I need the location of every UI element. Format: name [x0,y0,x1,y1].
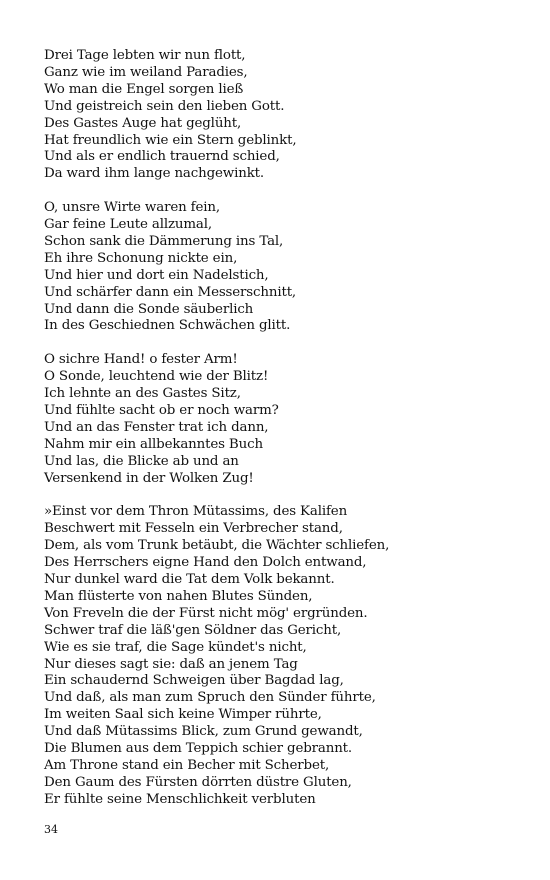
verse-line: Schwer traf die läß'gen Söldner das Gericht, [44,622,342,638]
verse-line: Nur dieses sagt sie: daß an jenem Tag [44,656,298,672]
verse-line: Die Blumen aus dem Teppich schier gebrannt. [44,741,353,757]
verse-line: Und fühlte sacht ob er noch warm? [44,403,279,418]
verse-line: In des Geschiednen Schwächen glitt. [44,318,291,334]
verse-line: Dem, als vom Trunk betäubt, die Wächter schliefen, [44,538,390,554]
verse-line: Am Throne stand ein Becher mit Scherbet, [44,758,330,774]
verse-line: Man flüsterte von nahen Blutes Sünden, [44,588,313,604]
verse-line: Und hier und dort ein Nadelstich, [44,267,269,283]
verse-line: Beschwert mit Fesseln ein Verbrecher stand, [44,521,343,537]
verse-line: O sichre Hand! o fester Arm! [44,352,238,368]
verse-line: Eh ihre Schonung nickte ein, [44,250,238,266]
verse-line: Im weiten Saal sich keine Wimper rührte, [44,707,322,723]
verse-line: Da ward ihm lange nachgewinkt. [44,166,265,182]
verse-line: Des Herrschers eigne Hand den Dolch entwand, [44,555,367,571]
verse-line: Hat freundlich wie ein Stern geblinkt, [44,132,297,148]
verse-line: Nur dunkel ward die Tat dem Volk bekannt. [44,572,335,588]
verse-line: Und schärfer dann ein Messerschnitt, [44,284,297,300]
verse-line: Ein schaudernd Schweigen über Bagdad lag, [44,673,344,689]
verse-line: Wo man die Engel sorgen ließ [44,81,244,97]
verse-line: Er fühlte seine Menschlichkeit verbluten [44,791,316,807]
verse-line: Nahm mir ein allbekanntes Buch [44,436,263,452]
page-number: 34 [44,823,58,836]
verse-line: Von Freveln die der Fürst nicht mög' ergründen. [44,605,368,621]
verse-line: Und als er endlich trauernd schied, [44,149,280,165]
verse-line: Ganz wie im weiland Paradies, [44,64,248,80]
verse-line: O Sonde, leuchtend wie der Blitz! [44,369,269,385]
verse-line: Und an das Fenster trat ich dann, [44,419,269,435]
verse-line: »Einst vor dem Thron Mütassims, des Kalifen [44,504,348,520]
stanza [44,48,514,183]
verse-line: Und las, die Blicke ab und an [44,453,239,469]
poem-text [44,48,514,826]
verse-line: Versenkend in der Wolken Zug! [44,470,254,486]
verse-line: Gar feine Leute allzumal, [44,217,213,233]
stanza [44,504,514,808]
stanza [44,200,514,335]
verse-line: Drei Tage lebten wir nun flott, [44,48,246,63]
verse-line: Und geistreich sein den lieben Gott. [44,98,285,114]
verse-line: Des Gastes Auge hat geglüht, [44,115,242,131]
verse-line: Ich lehnte an des Gastes Sitz, [44,386,241,402]
verse-line: Wie es sie traf, die Sage kündet's nicht, [44,639,307,655]
verse-line: Und daß Mütassims Blick, zum Grund gewandt, [44,724,363,740]
verse-line: Den Gaum des Fürsten dörrten düstre Gluten, [44,774,352,790]
stanza [44,352,514,487]
verse-line: Und daß, als man zum Spruch den Sünder führte, [44,690,376,706]
verse-line: Schon sank die Dämmerung ins Tal, [44,233,284,249]
verse-line: O, unsre Wirte waren fein, [44,200,220,216]
verse-line: Und dann die Sonde säuberlich [44,301,254,317]
